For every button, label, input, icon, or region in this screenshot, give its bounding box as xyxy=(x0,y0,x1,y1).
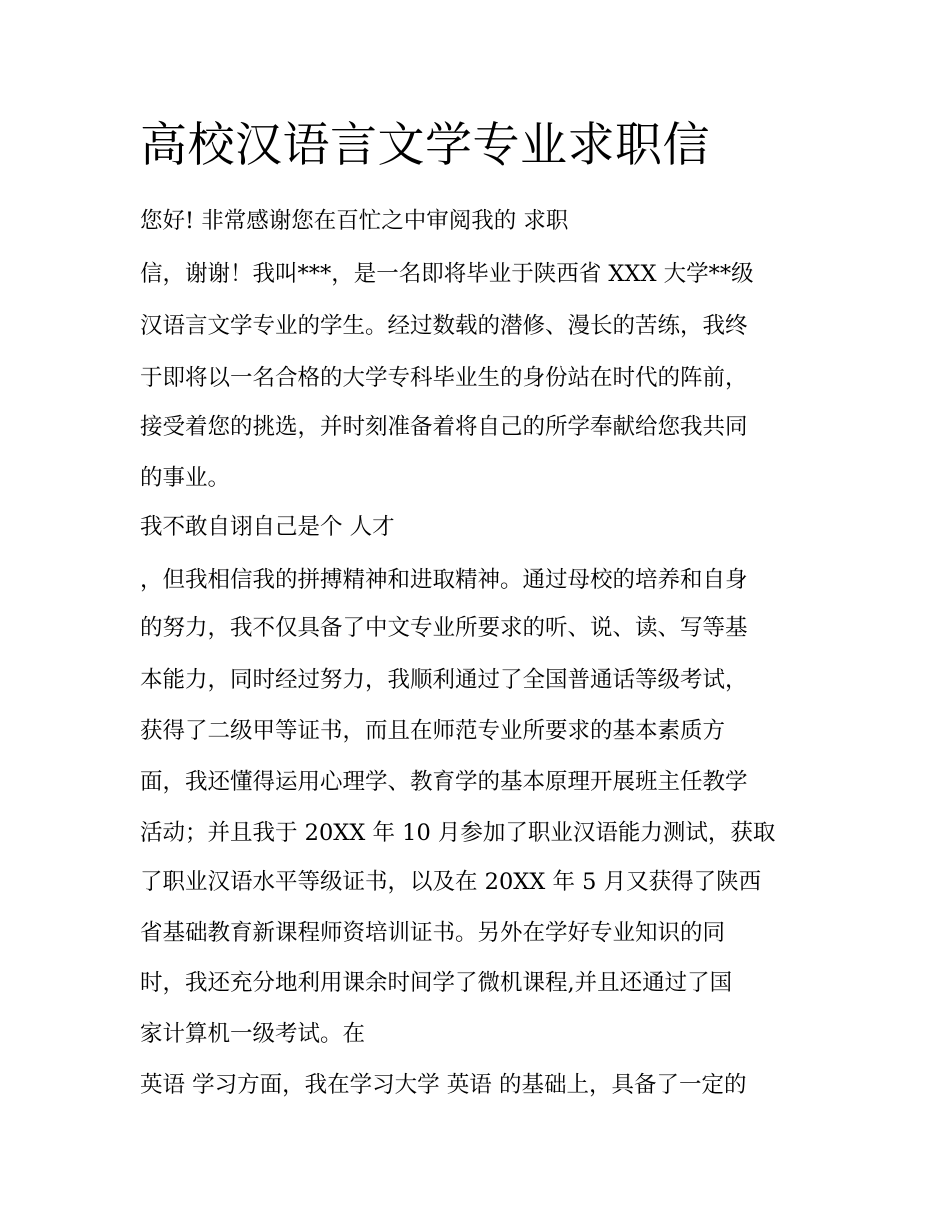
body-line: 我不敢自诩自己是个 人才 xyxy=(140,514,395,540)
body-line: ，但我相信我的拼搏精神和进取精神。通过母校的培养和自身 xyxy=(140,567,748,593)
body-line: 英语 学习方面，我在学习大学 英语 的基础上，具备了一定的 xyxy=(140,1072,747,1098)
body-line: 活动；并且我于 20XX 年 10 月参加了职业汉语能力测试，获取 xyxy=(140,820,776,846)
body-line: 信，谢谢！我叫***，是一名即将毕业于陕西省 XXX 大学**级 xyxy=(140,261,754,287)
body-line: 面，我还懂得运用心理学、教育学的基本原理开展班主任教学 xyxy=(140,769,748,795)
body-line: 汉语言文学专业的学生。经过数载的潜修、漫长的苦练，我终 xyxy=(140,313,748,339)
body-line: 获得了二级甲等证书，而且在师范专业所要求的基本素质方 xyxy=(140,718,726,744)
body-line: 的事业。 xyxy=(140,465,231,491)
document-title: 高校汉语言文学专业求职信 xyxy=(140,118,710,173)
body-line: 省基础教育新课程师资培训证书。另外在学好专业知识的同 xyxy=(140,920,726,946)
body-line: 的努力，我不仅具备了中文专业所要求的听、说、读、写等基 xyxy=(140,615,748,641)
body-line: 本能力，同时经过努力，我顺利通过了全国普通话等级考试， xyxy=(140,667,748,693)
body-line: 了职业汉语水平等级证书，以及在 20XX 年 5 月又获得了陕西 xyxy=(140,869,762,895)
body-line: 于即将以一名合格的大学专科毕业生的身份站在时代的阵前， xyxy=(140,365,748,391)
body-line: 接受着您的挑选，并时刻准备着将自己的所学奉献给您我共同 xyxy=(140,414,748,440)
body-line: 您好! 非常感谢您在百忙之中审阅我的 求职 xyxy=(140,208,569,234)
body-line: 家计算机一级考试。在 xyxy=(140,1021,366,1047)
body-line: 时，我还充分地利用课余时间学了微机课程,并且还通过了国 xyxy=(140,970,733,996)
